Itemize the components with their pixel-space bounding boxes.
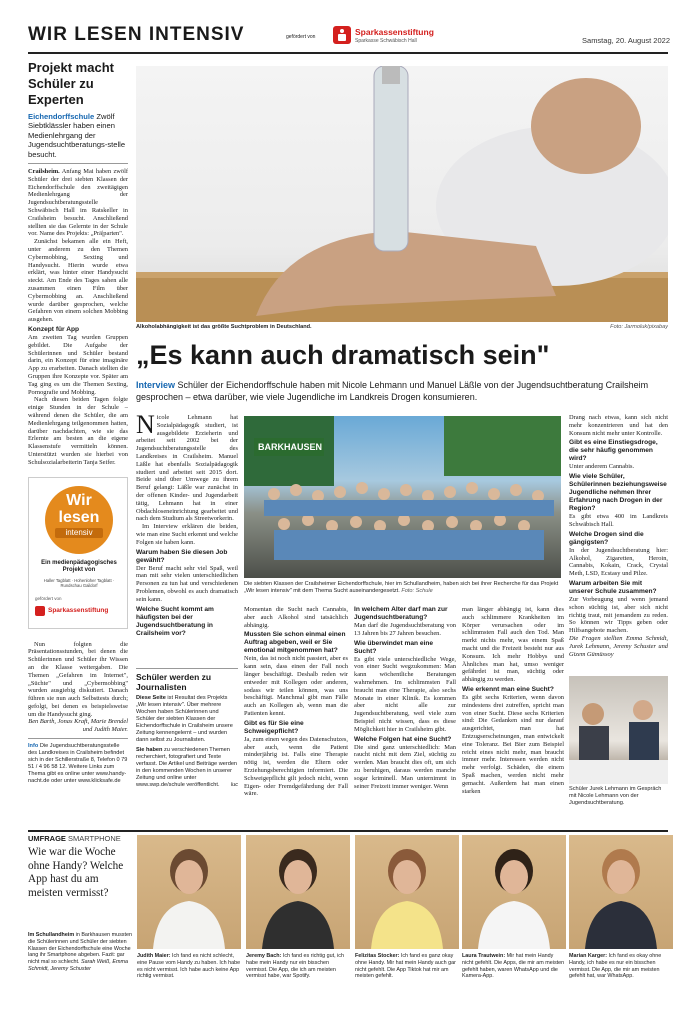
col4-a1: man länger abhängig ist, kann dies auch schlimmere Krankheiten im Körper verursachen oder im schlimmsten Fall auch den Tod. Man merkt nichts mehr, was einem Spaß macht und die Freizeit besteht nur aus Konsum. Ich mehr Hobbys und Ähnliches man hat, umso weniger gefährdet ist man, süchtig oder abhängig zu werden.	[462, 606, 564, 684]
umfrage-person	[355, 835, 459, 980]
main-photo-illustration	[136, 66, 668, 322]
umfrage-intro-text: in Barkhausen mussten die Schülerinnen und Schüler der siebten Klassen der Eichendorffschule eine Woche lang ihr Smartphone abgeben. Fazit: gar nicht mal so schlecht.	[28, 932, 132, 966]
col1-p2: Im Interview erklären die beiden, wie man eine Sucht erkennt und welche Folgen sie haben kann.	[136, 523, 238, 546]
col2-q1: Mussten Sie schon einmal einen Auftrag abgeben, weil er Sie emotional mitgenommen hat?	[244, 631, 346, 655]
col5-q1: Gibt es eine Einstiegsdroge, die sehr häufig genommen wird?	[569, 439, 658, 463]
col2-a1: Nein, das ist noch nicht passiert, aber es kann sein, dass einen der Fall noch länger beschäftigt. Deshalb reden wir entweder mit Kollegen oder anderen, sodass wir teilen können, was uns beschäftigt. Manchmal gibt man Fälle auch an Kollegen ab, wenn man die Patienten kennt.	[244, 655, 348, 717]
main-photo	[136, 66, 668, 322]
interview-photo	[569, 676, 668, 784]
journalist-box-text1: ist Resultat des Projekts „Wir lesen intensiv". Über mehrere Wochen haben Schülerinnen und Schüler der siebten Klassen der Eichendorffschule in Crailsheim unsere Zeitung kennengelernt – und wurden dann selbst zu Journalisten.	[136, 695, 233, 743]
badge-line1: Wir	[66, 491, 92, 509]
umfrage-person-name: Jeremy Bach:	[246, 953, 282, 959]
umfrage-person-photo	[569, 835, 673, 949]
umfrage-person-text: Ich fand es okay ohne Handy, ich habe es nur ein bisschen vermisst. Die App, die mir am meisten gefehlt hat, war WhatsApp.	[569, 953, 662, 980]
side-lead: Zwölf Siebtklässler haben einen Medienlehrgang der Jugendsuchtberatungs-stelle besucht.	[28, 112, 126, 159]
main-col1	[136, 414, 238, 664]
badge-sparkasse: Sparkassenstiftung	[48, 606, 109, 614]
sponsor-prefix: gefördert von	[286, 34, 316, 40]
col5-a4: Zur Vorbeugung und wenn jemand schon süchtig ist, aber sich nicht richtig traut, mit jemandem zu reden. So können wir Tipps geben oder Hilfsangebote machen.	[569, 595, 668, 635]
col4-a2: Es gibt sechs Kriterien, wenn davon mindestens drei zutreffen, spricht man von einer Sucht. Diese sechs Kriterien sind: Die Gedanken sind nur darauf ausgerichtet, man hat Entzugserscheinungen, man entwickelt eine Toleranz. Bei Bier zum Beispiel reicht eines nicht mehr, man braucht immer mehr. Interessen werden nicht mehr verfolgt. Schäden, die einem Spaß machen, werden nicht mehr gemacht. Außerdem hat man einen starken	[462, 693, 564, 795]
col3-a1: Man darf die Jugendsuchtberatung von 13 Jahren bis 27 Jahren besuchen.	[354, 622, 456, 637]
sponsor-sub: Sparkasse Schwäbisch Hall	[355, 38, 417, 44]
col3-q1: In welchem Alter darf man zur Jugendsuchtberatung?	[354, 606, 448, 621]
side-p3: Am zweiten Tag wurden Gruppen gebildet. Die Aufgabe der Schülerinnen und Schüler bestand darin, ein Konzept für eine imaginäre App zu erarbeiten. Danach stellten die Gruppen ihre Konzepte vor. Später am Tag ging es um die Themen Sexting, Pornografie und Mobbing.	[28, 333, 128, 396]
side-lead-kicker: Eichendorffschule	[28, 112, 95, 121]
side-authors: Ben Barth, Jonas Kraft, Marie Brendel und Judith Maier.	[28, 718, 128, 734]
badge-sparkasse-icon	[35, 606, 45, 616]
col3-a3: Die sind ganz unterschiedlich: Man raucht nicht mit dem Ziel, süchtig zu werden. Man braucht dies oft, um sich zu beruhigen, daraus werden manche sogar kriminell. Man unternimmt in seiner Freizeit immer weniger. Wenn	[354, 743, 456, 790]
umfrage-person	[462, 835, 566, 980]
group-photo	[244, 416, 561, 578]
side-info: Die Jugendsuchtberatungsstelle des Landkreises in Crailsheim befindet sich in der Schillerstraße 8, Telefon 0 79 51 / 4 96 58 12. Weitere Links zum Thema gibt es online unter www.handy-nacht.de oder unter www.klicksafe.de	[28, 743, 128, 785]
umfrage-label: UMFRAGE	[28, 834, 66, 843]
journalist-box-sign: luc	[230, 782, 238, 788]
umfrage-person-photo	[462, 835, 566, 949]
side-sub1: Konzept für App	[28, 325, 80, 333]
group-photo-credit: Foto: Schule	[401, 588, 433, 594]
col2-top: Momentan die Sucht nach Cannabis, aber auch Alkohol sind tatsächlich abhängig.	[244, 606, 348, 629]
col1-p1: icole Lehmann hat Sozialpädagogik studiert, ist ausgebildete Erzieherin und arbeitet seit 2002 bei der Jugendsuchtberatungsstelle des Landkreises in Crailsheim. Manuel Läßle hat ebenfalls Sozialpädagogik studiert und arbeitet seit 2015 dort. Beide sind über Umwege zu ihrem Beruf gelangt: Läßle war zunächst in der offenen Kinder- und Jugendarbeit tätig, Lehmann hat in einer Obdachloseneinrichtung gearbeitet und nach dem Studium als Streetworkerin.	[136, 414, 238, 523]
col1-a1: Der Beruf macht sehr viel Spaß, weil man mit sehr vielen unterschiedlichen Personen zu tun hat und verschiedenen Problemen, obwohl es auch dramatisch sein kann.	[136, 564, 238, 603]
main-lead: Schüler der Eichendorffschule haben mit Nicole Lehmann und Manuel Läßle von der Jugendsuchtberatung Crailsheim gesprochen – etwa darüber, wie viele Jugendliche im Landkreis Drogen konsumieren.	[136, 380, 649, 403]
umfrage-label2: SMARTPHONE	[68, 834, 121, 843]
badge-funded: gefördert von	[35, 595, 62, 601]
main-headline: „Es kann auch dramatisch sein"	[136, 340, 550, 370]
umfrage-person	[137, 835, 241, 980]
badge-title: Ein medienpädagogisches Projekt von	[41, 559, 117, 574]
umfrage-intro-kicker: Im Schullandheim	[28, 932, 75, 938]
badge-line3: intensiv	[55, 528, 103, 538]
journalist-box-text2: zu verschiedenen Themen recherchiert, fotografiert und Texte verfasst. Die Artikel und Beiträge werden in den kommenden Wochen in unserer Zeitung und online unter www.swp.de/schule veröffentlicht.	[136, 747, 238, 788]
side-p4: Nach diesen beiden Tagen folgte einige Stunden in der Schule – während denen die Schüler, die am Medienlehrgang teilgenommen hatten, darüber nachdachten, wie sie das Erlernte am besten an die eigene Klassenstufe vermitteln können. Unterstützt wurden sie hierbei von Schulsozialarbeiterin Tanja Seifer.	[28, 396, 128, 466]
group-photo-caption	[244, 581, 561, 595]
group-photo-illustration	[244, 416, 561, 578]
col3-a2: Es gibt viele unterschiedliche Wege, von einer Sucht wegzukommen: Man kann wöchentliche Beratungen wahrnehmen. Im schlimmsten Fall braucht man eine Therapie, also sechs Monate in einer Klinik. Es kommen aber nicht alle zur Jugendsuchtberatung, weil viele zum Beispiel nicht wissen, dass es diese Möglichkeit hier in Crailsheim gibt.	[354, 655, 456, 733]
col3-q2: Wie überwindet man eine Sucht?	[354, 639, 434, 655]
umfrage-person	[246, 835, 350, 980]
side-p2: Zunächst bekamen alle ein Heft, unter anderem zu den Themen Cybermobbing, Sexting und Handysucht. Hierin wurde etwa erklärt, was hinter einer Handysucht steckt. Am Ende des Tages sahen alle zusammen einen Film über Cybermobbing an. Anschließend wurde darüber gesprochen, welche Gefahren von einem solchen Mobbing ausgehen.	[28, 238, 128, 324]
group-photo-banner: BARKHAUSEN	[258, 442, 323, 452]
umfrage-person-photo	[137, 835, 241, 949]
main-col5	[569, 414, 668, 672]
main-photo-caption: Alkoholabhängigkeit ist das größte Suchtproblem in Deutschland.	[136, 324, 312, 330]
umfrage-rule	[28, 830, 668, 832]
umfrage-label-block	[28, 834, 121, 843]
umfrage-person-name: Judith Maier:	[137, 953, 171, 959]
umfrage-question: Wie war die Woche ohne Handy? Welche App hast du am meisten vermisst?	[28, 846, 124, 899]
col5-a1: Unter anderem Cannabis.	[569, 463, 635, 471]
main-col3	[354, 606, 456, 828]
project-badge	[28, 477, 128, 629]
col1-q1: Warum haben Sie diesen Job gewählt?	[136, 548, 228, 564]
col1-q2: Welche Sucht kommt am häufigsten bei der Jugendsuchtberatung in Crailsheim vor?	[136, 605, 214, 637]
main-photo-credit: Foto: Jarmoluk/pixabay	[610, 324, 668, 330]
umfrage-person-text: Ich fand es ganz okay ohne Handy. Mir hat mein Handy auch gar nicht gefehlt. Die App Tiktok hat mir am meisten gefehlt.	[355, 953, 456, 980]
col2-a2: Ja, zum einen wegen des Datenschutzes, aber auch, wenn die Patient minderjährig ist. Falls eine Therapie nötig ist, werden die Eltern oder Erziehungsberechtigten informiert. Die Schweigepflicht gilt jedoch nicht, wenn Eigen- oder Fremdgefährdung der Fall wäre.	[244, 735, 348, 798]
side-p1: Anfang Mai haben zwölf Schüler der drei siebten Klassen der Eichendorffschule den zweitägigen Medienlehrgang der Jugendsuchtberatungsstelle Schwäbisch Hall im Ratskeller in Crailsheim besucht. Anschließend stellten sie das Gelernte in der Schule vor. Name des Projekts: „Prä|parten".	[28, 168, 128, 238]
col4-q2: Wie erkennt man eine Sucht?	[462, 685, 554, 693]
issue-date: Samstag, 20. August 2022	[582, 36, 670, 45]
umfrage-intro-sign: Sarah Weiß, Emma Schmidt, Jeremy Schuster	[28, 959, 128, 972]
interview-photo-illustration	[569, 676, 668, 784]
umfrage-person-photo	[246, 835, 350, 949]
interview-photo-caption: Schüler Jurek Lehmann im Gespräch mit Nicole Lehmann von der Jugendsuchtberatung.	[569, 786, 662, 806]
main-kicker: Interview	[136, 380, 176, 390]
journalist-box-kicker1: Diese Seite	[136, 695, 166, 701]
col3-q3: Welche Folgen hat eine Sucht?	[354, 735, 452, 743]
side-city: Crailsheim.	[28, 168, 60, 176]
col5-a0: Drang nach etwas, kann sich nicht mehr konzentrieren und hat den Konsum nicht mehr unter Kontrolle.	[569, 414, 668, 437]
drop-cap: N	[136, 414, 155, 439]
badge-line2: lesen	[58, 508, 100, 526]
col2-q2: Gibt es für Sie eine Schweigepflicht?	[244, 719, 304, 735]
badge-circle	[45, 486, 113, 554]
umfrage-intro	[28, 932, 132, 973]
umfrage-person-text: Mir hat mein Handy nicht gefehlt. Die Apps, die mir am meisten gefehlt haben, waren WhatsApp und die Kamera-App.	[462, 953, 565, 980]
sponsor-name: Sparkassenstiftung	[355, 27, 434, 37]
col5-q4: Warum arbeiten Sie mit unserer Schule zusammen?	[569, 579, 657, 595]
main-col2	[244, 606, 348, 828]
umfrage-person-name: Marian Karger:	[569, 953, 608, 959]
col5-a3: In der Jugendsuchtberatung hier: Alkohol, Zigaretten, Heroin, Cannabis, Kokain, Crack, Crystal Meth, LSD, Ecstasy und Pilze.	[569, 546, 668, 578]
journalist-box-title: Schüler werden zu Journalisten	[136, 672, 212, 692]
umfrage-person-photo	[355, 835, 459, 949]
side-p5: Nun folgten die Präsentationsstunden, bei denen die Schülerinnen und Schüler ihr Wissen an die Klasse weitergaben. Die Themen „Gefahren im Internet", „Süchte" und „Cybermobbing" wurden ausgiebig diskutiert. Danach führen sie nun auch Selbsttests durch; gefolgt, bei denen es beispielsweise um die Handysucht ging.	[28, 640, 128, 718]
header-rule	[28, 52, 668, 54]
col5-authors: Die Fragen stellten Emma Schmidt, Jurek Lehmann, Jeremy Schuster und Gizem Gümüssoy	[569, 634, 668, 658]
sparkasse-logo-icon	[333, 26, 351, 44]
side-info-kicker: Info	[28, 743, 39, 750]
umfrage-person	[569, 835, 673, 980]
group-photo-caption-text: Die siebten Klassen der Crailsheimer Eichendorffschule, hier im Schullandheim, haben sich bei ihrer Recherche für das Projekt „Wir lesen intensiv" mit dem Thema Sucht auseinandergesetzt.	[244, 581, 559, 594]
main-lead-block	[136, 379, 668, 404]
col5-a2: Es gibt etwa 400 im Landkreis Schwäbisch Hall.	[569, 513, 668, 528]
side-headline: Projekt macht Schüler zu Experten	[28, 60, 114, 107]
journalist-box	[136, 668, 238, 828]
umfrage-person-name: Laura Trautwein:	[462, 953, 506, 959]
main-col4	[462, 606, 564, 828]
rubric-title: WIR LESEN INTENSIV	[28, 24, 245, 45]
umfrage-person-text: Ich fand es richtig gut, ich habe mein Handy nur ein bisschen vermisst. Die App, die ich am meisten vermisst habe, war Spotify.	[246, 953, 344, 980]
col5-q2: Wie viele Schüler, Schülerinnen beziehungsweise Jugendliche nehmen Ihrer Erfahrung nach Drogen in der Region?	[569, 473, 667, 513]
umfrage-person-text: Ich fand es nicht schlecht, eine Pause vom Handy zu haben. Ich habe es nicht vermisst. Ich habe auch keine App richtig vermisst.	[137, 953, 241, 980]
side-article	[28, 60, 128, 830]
journalist-box-kicker2: Sie haben	[136, 747, 163, 753]
badge-partners: Haller Tagblatt · Hohenloher Tagblatt · Rundschau Gaildorf	[43, 577, 115, 589]
umfrage-person-name: Felizitas Stocker:	[355, 953, 400, 959]
col5-q3: Welche Drogen sind die gängigsten?	[569, 530, 644, 546]
